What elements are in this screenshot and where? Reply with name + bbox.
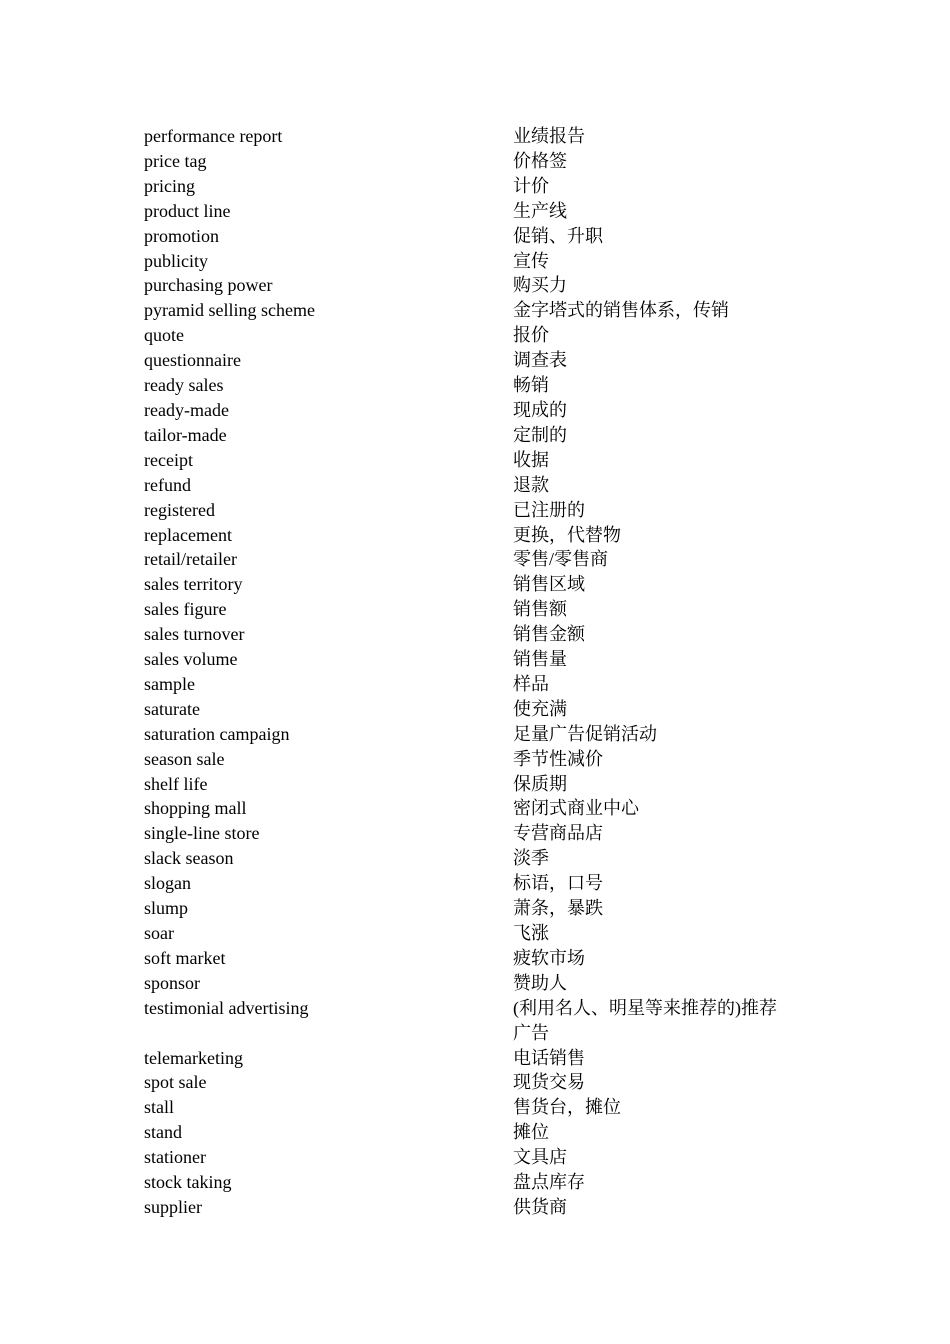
glossary-term: publicity	[144, 250, 208, 271]
glossary-row	[144, 1195, 804, 1220]
glossary-row	[144, 597, 804, 622]
glossary-translation: 畅销	[513, 375, 549, 396]
glossary-term: spot sale	[144, 1072, 207, 1093]
glossary-translation: 盘点库存	[513, 1172, 585, 1193]
glossary-translation: 售货台，摊位	[513, 1097, 621, 1118]
glossary-term: single-line store	[144, 823, 260, 844]
glossary-translation: 保质期	[513, 773, 567, 794]
glossary-translation: 金字塔式的销售体系，传销	[513, 300, 729, 321]
glossary-row	[144, 647, 804, 672]
glossary-row	[144, 523, 804, 548]
glossary-term: stall	[144, 1097, 174, 1118]
glossary-row	[144, 1145, 804, 1170]
glossary-row	[144, 821, 804, 846]
glossary-translation: 文具店	[513, 1147, 567, 1168]
glossary-row	[144, 373, 804, 398]
glossary-row	[144, 323, 804, 348]
glossary-row	[144, 846, 804, 871]
glossary-term: replacement	[144, 524, 232, 545]
glossary-row	[144, 124, 804, 149]
glossary-row	[144, 149, 804, 174]
glossary-translation: 使充满	[513, 698, 567, 719]
glossary-translation: 供货商	[513, 1196, 567, 1217]
glossary-translation: 足量广告促销活动	[513, 723, 657, 744]
glossary-term: questionnaire	[144, 350, 241, 371]
glossary-translation: 密闭式商业中心	[513, 798, 639, 819]
glossary-translation: 标语，口号	[513, 873, 603, 894]
glossary-row	[144, 1095, 804, 1120]
glossary-translation: 赞助人	[513, 972, 567, 993]
glossary-row	[144, 921, 804, 946]
glossary-term: sales figure	[144, 599, 227, 620]
glossary-row	[144, 572, 804, 597]
glossary-term: price tag	[144, 150, 207, 171]
glossary-row	[144, 1046, 804, 1071]
glossary-translation: 收据	[513, 449, 549, 470]
glossary-row	[144, 298, 804, 323]
glossary-term: testimonial advertising	[144, 997, 309, 1018]
glossary-term: shopping mall	[144, 798, 247, 819]
glossary-row	[144, 946, 804, 971]
glossary-term: stand	[144, 1122, 182, 1143]
glossary-term: quote	[144, 325, 184, 346]
glossary-row	[144, 672, 804, 697]
glossary-row	[144, 423, 804, 448]
glossary-term: soft market	[144, 947, 226, 968]
glossary-row	[144, 1070, 804, 1095]
glossary-term: sponsor	[144, 972, 201, 993]
glossary-term: sales turnover	[144, 624, 245, 645]
glossary-term: sample	[144, 673, 195, 694]
glossary-term: telemarketing	[144, 1047, 243, 1068]
glossary-translation: 定制的	[513, 424, 567, 445]
glossary-translation: 飞涨	[513, 923, 549, 943]
glossary-translation: 更换，代替物	[513, 524, 621, 545]
glossary-row	[144, 871, 804, 896]
glossary-term: saturate	[144, 698, 200, 719]
glossary-row	[144, 224, 804, 249]
glossary-translation: 销售额	[513, 599, 567, 620]
glossary-term: season sale	[144, 748, 225, 769]
glossary-term: pyramid selling scheme	[144, 300, 315, 321]
glossary-term: saturation campaign	[144, 723, 290, 744]
glossary-term: product line	[144, 200, 231, 221]
glossary-row	[144, 1120, 804, 1145]
glossary-translation: 价格签	[513, 150, 567, 171]
glossary-row	[144, 697, 804, 722]
glossary-term: refund	[144, 474, 191, 495]
glossary-translation: (利用名人、明星等来推荐的)推荐广告	[513, 997, 777, 1043]
glossary-row	[144, 498, 804, 523]
glossary-row	[144, 1170, 804, 1195]
glossary-term: slump	[144, 898, 189, 919]
glossary-translation: 专营商品店	[513, 823, 603, 844]
glossary-translation: 萧条，暴跌	[513, 898, 603, 919]
glossary-translation: 季节性减价	[513, 748, 603, 769]
glossary-translation: 报价	[513, 325, 549, 346]
glossary-term: pricing	[144, 175, 195, 196]
glossary-translation: 销售量	[513, 649, 567, 670]
glossary-translation: 促销、升职	[513, 225, 603, 246]
glossary-translation: 业绩报告	[513, 126, 585, 146]
glossary-term: soar	[144, 923, 174, 943]
glossary-row	[144, 772, 804, 797]
glossary-row	[144, 348, 804, 373]
glossary-translation: 销售区域	[513, 574, 585, 595]
glossary-translation: 疲软市场	[513, 947, 585, 968]
glossary-term: ready-made	[144, 399, 229, 420]
glossary-term: performance report	[144, 126, 283, 146]
glossary-term: sales territory	[144, 574, 243, 595]
glossary-translation: 销售金额	[513, 624, 585, 645]
glossary-term: supplier	[144, 1196, 202, 1217]
glossary-translation: 零售/零售商	[513, 549, 609, 570]
glossary-translation: 退款	[513, 474, 549, 495]
glossary-term: receipt	[144, 449, 193, 470]
glossary-row	[144, 996, 804, 1046]
glossary-row	[144, 199, 804, 224]
glossary-translation: 样品	[513, 673, 549, 694]
glossary-row	[144, 473, 804, 498]
glossary-translation: 计价	[513, 175, 549, 196]
glossary-term: stock taking	[144, 1172, 232, 1193]
glossary-translation: 宣传	[513, 250, 549, 271]
glossary-translation: 电话销售	[513, 1047, 585, 1068]
glossary-row	[144, 547, 804, 572]
glossary-term: slack season	[144, 848, 234, 869]
glossary-translation: 现货交易	[513, 1072, 585, 1093]
glossary-row	[144, 796, 804, 821]
glossary-translation: 调查表	[513, 350, 567, 371]
glossary-term: shelf life	[144, 773, 208, 794]
glossary-translation: 摊位	[513, 1122, 549, 1143]
glossary-term: slogan	[144, 873, 191, 894]
glossary-row	[144, 174, 804, 199]
glossary-term: stationer	[144, 1147, 206, 1168]
glossary-translation: 已注册的	[513, 499, 585, 520]
glossary-translation: 生产线	[513, 200, 567, 221]
glossary-translation: 现成的	[513, 399, 567, 420]
glossary-row	[144, 971, 804, 996]
glossary-row	[144, 448, 804, 473]
glossary-term: promotion	[144, 225, 219, 246]
glossary-row	[144, 747, 804, 772]
glossary-term: ready sales	[144, 375, 224, 396]
glossary-list	[144, 124, 804, 1220]
glossary-term: sales volume	[144, 649, 238, 670]
glossary-translation: 淡季	[513, 848, 549, 869]
glossary-translation: 购买力	[513, 275, 567, 296]
glossary-row	[144, 622, 804, 647]
glossary-term: registered	[144, 499, 215, 520]
glossary-term: tailor-made	[144, 424, 227, 445]
glossary-term: retail/retailer	[144, 549, 237, 570]
glossary-row	[144, 249, 804, 274]
glossary-row	[144, 398, 804, 423]
glossary-row	[144, 273, 804, 298]
glossary-row	[144, 896, 804, 921]
glossary-row	[144, 722, 804, 747]
glossary-term: purchasing power	[144, 275, 273, 296]
